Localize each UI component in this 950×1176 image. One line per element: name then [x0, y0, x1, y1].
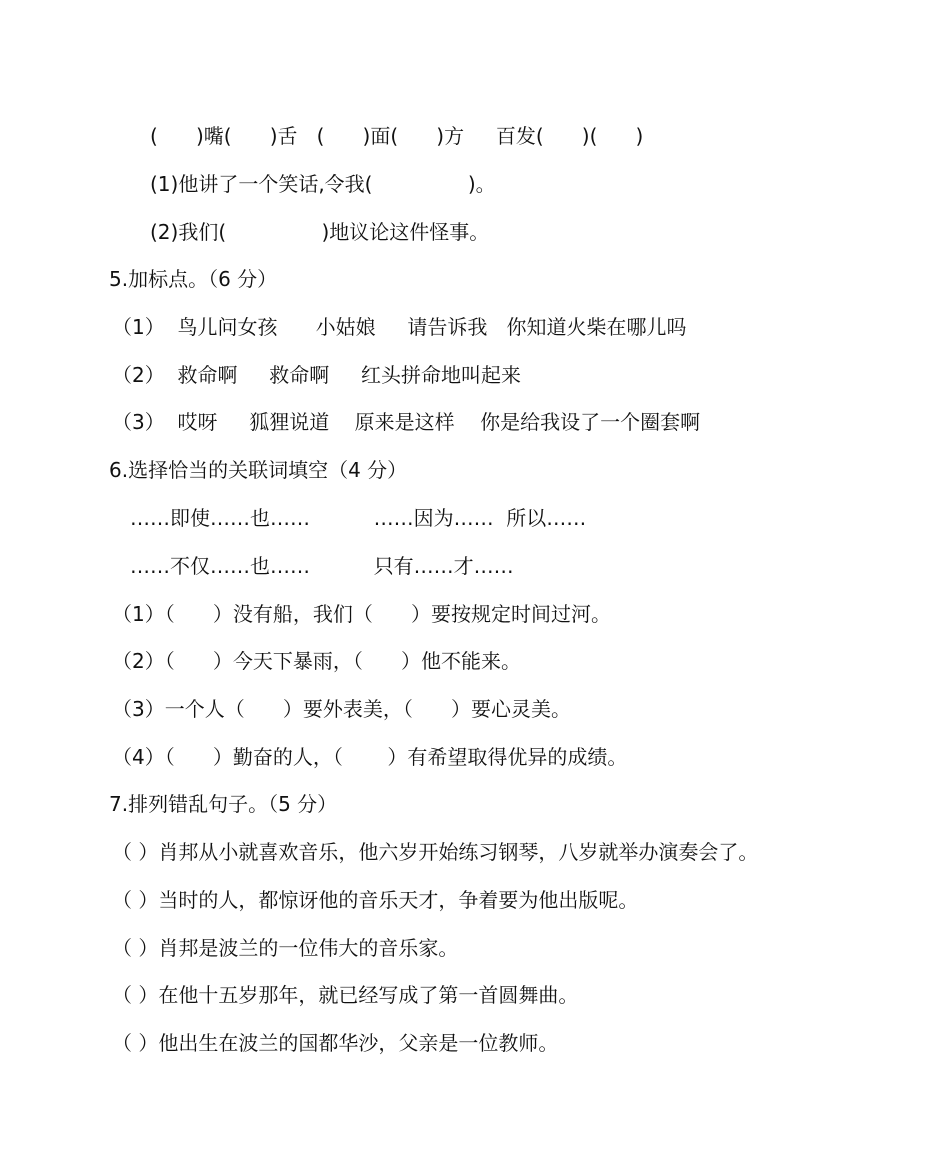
conjunction-options-2: ……不仅……也…… 只有……才…… [130, 554, 514, 578]
punctuation-item-1: （1） 鸟儿问女孩 小姑娘 请告诉我 你知道火柴在哪儿吗 [112, 315, 687, 339]
idiom-fill-line: ( )嘴( )舌 ( )面( )方 百发( )( ) [150, 124, 644, 148]
reorder-item-2: （ ）当时的人，都惊讶他的音乐天才，争着要为他出版呢。 [112, 888, 639, 912]
conjunction-item-1: （1）（ ）没有船，我们（ ）要按规定时间过河。 [112, 602, 612, 626]
conjunction-item-2: （2）（ ）今天下暴雨，（ ）他不能来。 [112, 649, 522, 673]
punctuation-item-3: （3） 哎呀 狐狸说道 原来是这样 你是给我设了一个圈套啊 [112, 410, 701, 434]
reorder-item-3: （ ）肖邦是波兰的一位伟大的音乐家。 [112, 936, 459, 960]
sentence-fill-1: (1)他讲了一个笑话,令我( )。 [150, 172, 496, 196]
sentence-fill-2: (2)我们( )地议论这件怪事。 [150, 220, 490, 244]
section-7-heading: 7.排列错乱句子。（5 分） [109, 792, 338, 816]
section-5-heading: 5.加标点。（6 分） [109, 267, 278, 291]
section-6-heading: 6.选择恰当的关联词填空（4 分） [109, 458, 408, 482]
reorder-item-5: （ ）他出生在波兰的国都华沙，父亲是一位教师。 [112, 1031, 559, 1055]
punctuation-item-2: （2） 救命啊 救命啊 红头拼命地叫起来 [112, 363, 522, 387]
reorder-item-1: （ ）肖邦从小就喜欢音乐，他六岁开始练习钢琴，八岁就举办演奏会了。 [112, 840, 759, 864]
conjunction-item-4: （4）（ ）勤奋的人，（ ）有希望取得优异的成绩。 [112, 745, 628, 769]
conjunction-item-3: （3）一个人（ ）要外表美，（ ）要心灵美。 [112, 697, 572, 721]
reorder-item-4: （ ）在他十五岁那年，就已经写成了第一首圆舞曲。 [112, 983, 579, 1007]
conjunction-options-1: ……即使……也…… ……因为…… 所以…… [130, 506, 587, 530]
